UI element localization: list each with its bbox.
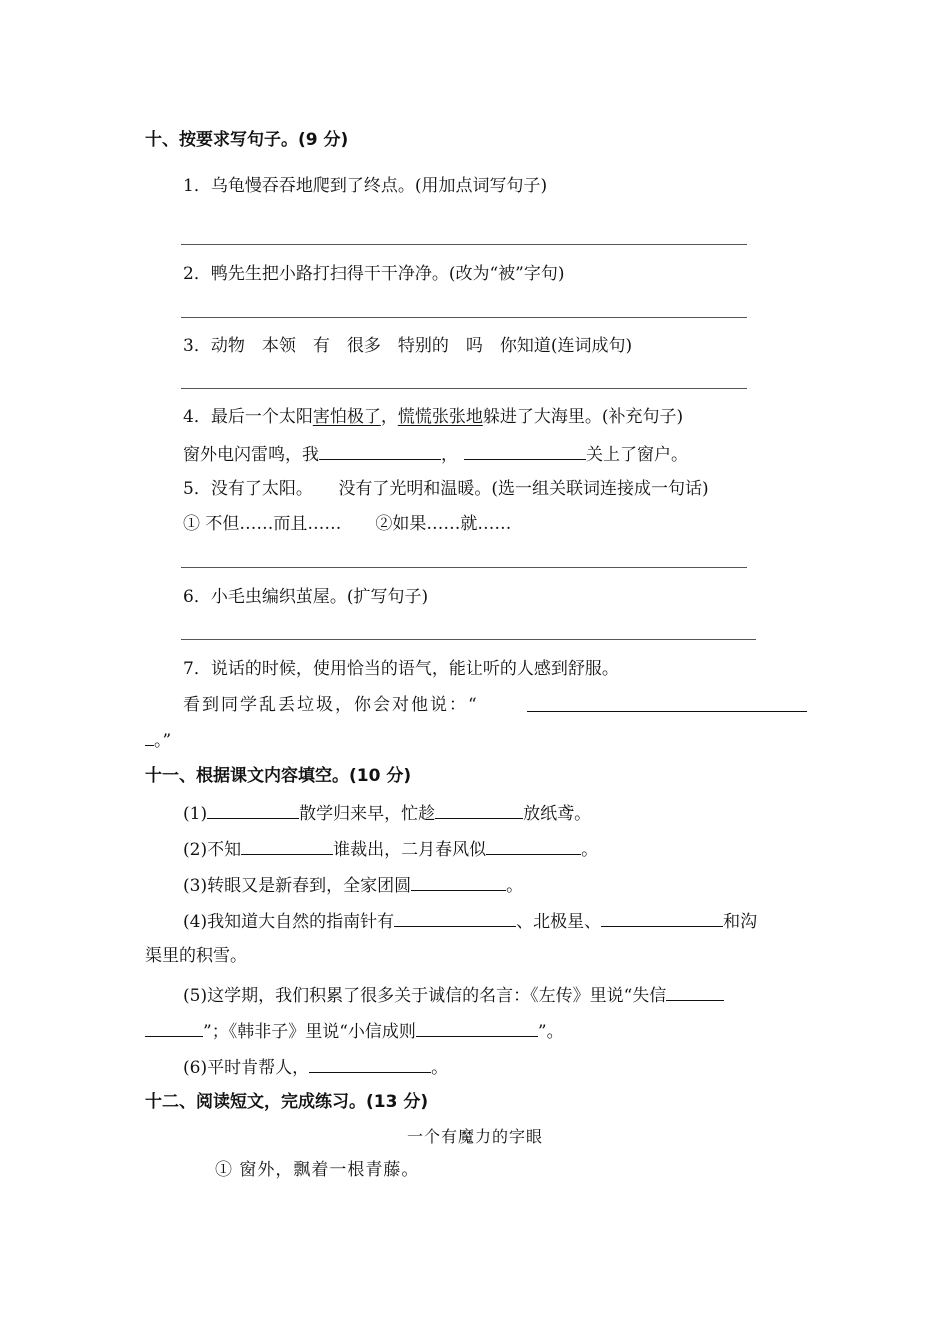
question-6: 6．小毛虫编织茧屋。(扩写句子) (183, 587, 429, 607)
item-5-text-b: ”；《韩非子》里说“小信成则 (203, 1022, 416, 1042)
fill-item-2 (183, 836, 598, 862)
item-4-text-b: 、北极星、 (516, 912, 602, 932)
item-5-blank-2[interactable] (416, 1018, 538, 1037)
question-1: 1．乌龟慢吞吞地爬到了终点。(用加点词写句子) (183, 176, 548, 196)
question-3: 3．动物 本领 有 很多 特别的 吗 你知道(连词成句) (183, 336, 633, 356)
q4-fill-prefix: 窗外电闪雷鸣，我 (183, 445, 319, 465)
question-4-prefix: 4．最后一个太阳 (183, 407, 313, 427)
item-5-text-a: (5)这学期，我们积累了很多关于诚信的名言：《左传》里说“失信 (183, 986, 667, 1006)
item-4-blank-2[interactable] (601, 908, 723, 927)
item-6-text: (6)平时肯帮人， (183, 1058, 310, 1078)
fill-item-1 (183, 800, 591, 826)
item-4-blank-1[interactable] (394, 908, 516, 927)
passage-paragraph-1: ① 窗外，飘着一根青藤。 (215, 1160, 420, 1180)
answer-line-1[interactable] (181, 244, 747, 245)
item-5-blank-1b[interactable] (145, 1018, 203, 1037)
underlined-phrase-1: 害怕极了 (312, 407, 381, 427)
question-5: 5．没有了太阳。 没有了光明和温暖。(选一组关联词连接成一句话) (183, 479, 709, 499)
q4-fill-comma: ， (441, 445, 458, 465)
question-4 (183, 405, 683, 429)
q4-fill-suffix: 关上了窗户。 (586, 445, 688, 465)
item-1-blank-1[interactable] (207, 800, 299, 819)
fill-item-5 (183, 982, 724, 1008)
item-4-text-a: (4)我知道大自然的指南针有 (183, 912, 395, 932)
answer-line-2[interactable] (181, 317, 747, 318)
question-5-options: ① 不但……而且…… ②如果……就…… (183, 514, 512, 534)
question-4-fill (183, 441, 688, 467)
question-4-comma: ， (380, 407, 398, 427)
question-7: 7．说话的时候，使用恰当的语气，能让听的人感到舒服。 (183, 659, 619, 679)
fill-item-5-cont (145, 1018, 564, 1044)
item-2-blank-2[interactable] (486, 836, 581, 855)
passage-title: 一个有魔力的字眼 (406, 1127, 543, 1146)
item-1-number: (1) (183, 804, 208, 824)
item-4-text-c: 和沟 (723, 912, 758, 932)
section-12-heading: 十二、阅读短文，完成练习。(13 分) (145, 1092, 429, 1112)
q7-blank-tail[interactable] (145, 727, 154, 746)
fill-item-4-cont: 渠里的积雪。 (145, 946, 247, 966)
q7-closing: 。” (154, 731, 172, 751)
fill-item-3 (183, 872, 523, 898)
item-2-text-a: (2)不知 (183, 840, 242, 860)
question-4-suffix: 躲进了大海里。(补充句子) (482, 407, 684, 427)
item-2-blank-1[interactable] (241, 836, 333, 855)
answer-line-5[interactable] (181, 567, 747, 568)
fill-item-4 (183, 908, 757, 934)
q7-blank[interactable] (527, 711, 807, 712)
item-6-blank[interactable] (309, 1054, 431, 1073)
item-1-text: 散学归来早，忙趁 (299, 804, 436, 824)
item-2-text-b: 谁裁出，二月春风似 (333, 840, 487, 860)
q7-continuation (145, 727, 171, 753)
answer-line-3[interactable] (181, 388, 747, 389)
section-10-heading: 十、按要求写句子。(9 分) (145, 130, 349, 150)
q4-blank-1[interactable] (319, 441, 441, 460)
item-5-blank-1a[interactable] (666, 982, 724, 1001)
item-1-end: 放纸鸢。 (523, 804, 592, 824)
item-6-end: 。 (431, 1058, 449, 1078)
underlined-phrase-2: 慌慌张张地 (397, 407, 483, 427)
item-5-end: ”。 (537, 1022, 564, 1042)
item-3-text: (3)转眼又是新春到，全家团圆 (183, 876, 412, 896)
fill-item-6 (183, 1054, 448, 1080)
item-1-blank-2[interactable] (435, 800, 523, 819)
q4-blank-2[interactable] (464, 441, 586, 460)
section-11-heading: 十一、根据课文内容填空。(10 分) (145, 766, 412, 786)
item-3-blank[interactable] (411, 872, 506, 891)
item-2-end: 。 (581, 840, 599, 860)
answer-line-6[interactable] (181, 639, 756, 640)
item-3-end: 。 (506, 876, 524, 896)
question-7-prompt: 看到同学乱丢垃圾，你会对他说：“ (183, 695, 479, 715)
question-2: 2．鸭先生把小路打扫得干干净净。(改为“被”字句) (183, 264, 565, 284)
